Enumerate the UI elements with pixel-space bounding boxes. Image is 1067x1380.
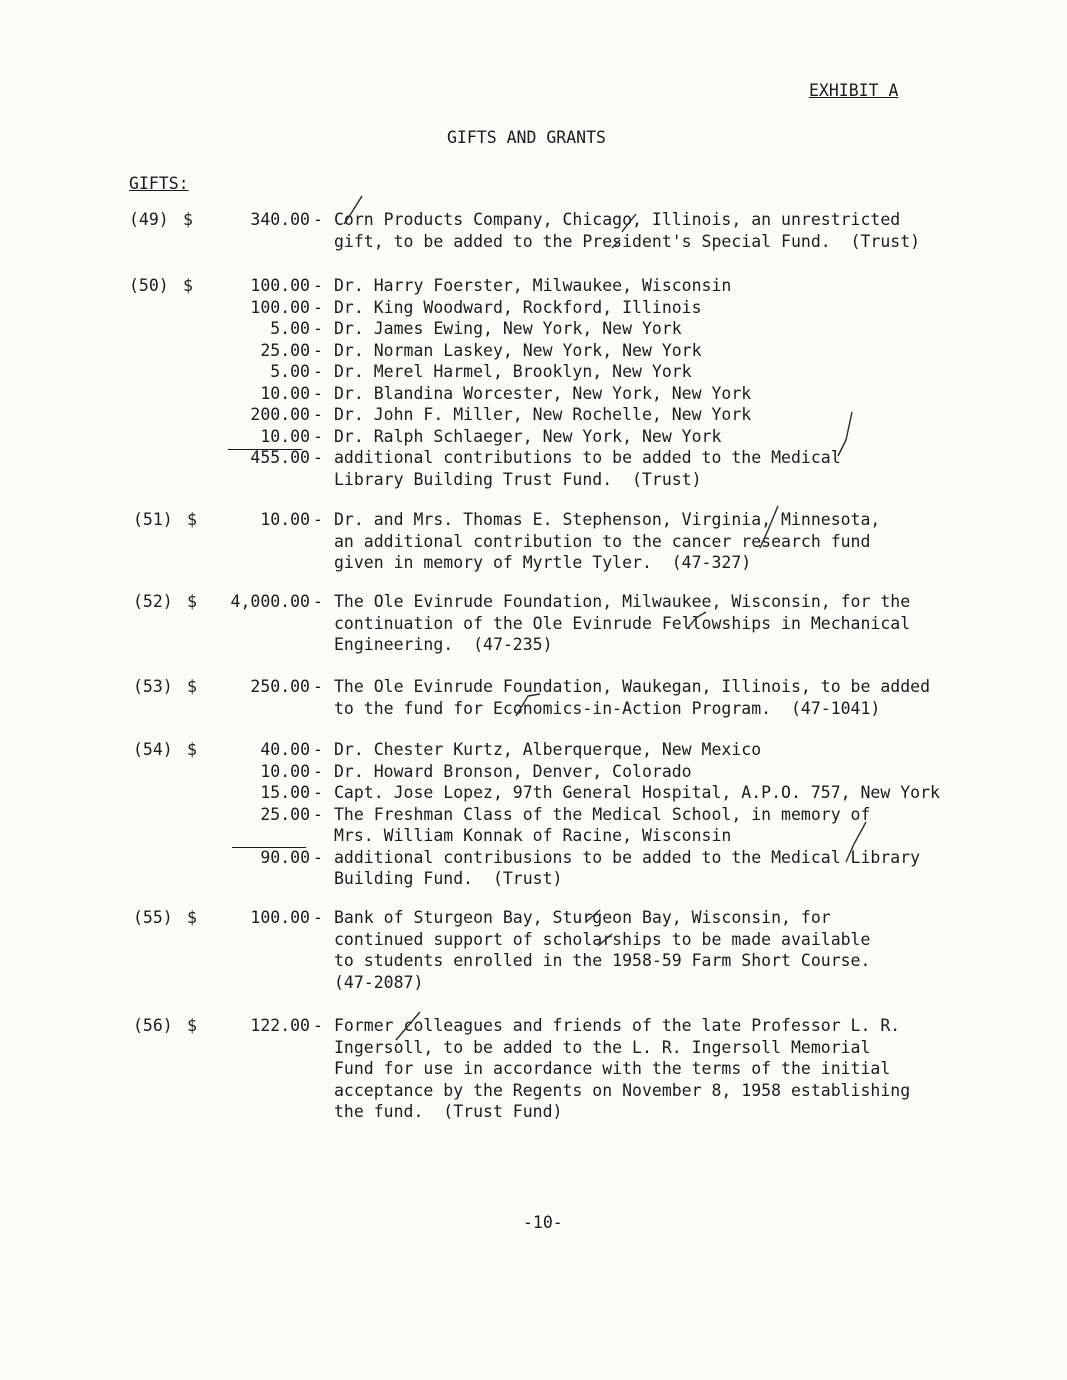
gift-amount: 5.00 [270,319,310,338]
separator-dash: - [313,276,323,295]
section-label: GIFTS: [129,174,189,193]
separator-dash: - [313,297,323,317]
gift-description: continued support of scholarships to be made available [334,929,871,949]
page-number: -10- [523,1213,563,1232]
gift-description: The Ole Evinrude Foundation, Milwaukee, Wisconsin, for the [334,592,911,611]
gift-description: Dr. Howard Bronson, Denver, Colorado [334,761,692,781]
gift-amount: 40.00 [260,740,310,759]
gift-description: given in memory of Myrtle Tyler. (47-327) [334,553,752,572]
separator-dash: - [313,847,323,867]
currency-symbol: $ [187,677,197,696]
separator-dash: - [313,677,323,696]
gift-amount: 90.00 [260,847,310,867]
gift-description: the fund. (Trust Fund) [334,1102,563,1121]
separator-dash: - [313,1016,323,1035]
gift-amount: 4,000.00 [230,592,310,611]
gift-description: acceptance by the Regents on November 8, 1958 establishing [334,1080,911,1100]
gift-description: additional contributions to be added to the Medical [334,448,841,467]
separator-dash: - [313,908,323,927]
gift-description: to the fund for Economics-in-Action Program. (47-1041) [334,698,881,718]
gift-amount: 10.00 [260,510,310,529]
gift-description: Dr. Ralph Schlaeger, New York, New York [334,426,722,446]
gift-description: Dr. James Ewing, New York, New York [334,319,682,338]
separator-dash: - [313,210,323,229]
currency-symbol: $ [183,276,193,295]
separator-dash: - [313,405,323,424]
gift-description: Bank of Sturgeon Bay, Sturgeon Bay, Wisconsin, for [334,908,831,927]
gift-amount: 100.00 [250,908,310,927]
separator-dash: - [313,448,323,467]
gift-description: The Freshman Class of the Medical School, in memory of [334,804,871,824]
item-number: (52) [133,592,173,611]
gift-amount: 250.00 [250,677,310,696]
gift-description: Ingersoll, to be added to the L. R. Ingersoll Memorial [334,1037,871,1057]
item-number: (53) [133,677,173,696]
gift-description: Library Building Trust Fund. (Trust) [334,469,702,489]
gift-amount: 455.00 [250,448,310,467]
item-number: (49) [129,210,169,229]
gift-description: Capt. Jose Lopez, 97th General Hospital, A.P.O. 757, New York [334,783,940,802]
gift-description: an additional contribution to the cancer research fund [334,531,871,551]
gift-description: Dr. Harry Foerster, Milwaukee, Wisconsin [334,276,732,295]
currency-symbol: $ [187,908,197,927]
gift-amount: 10.00 [260,383,310,403]
item-number: (50) [129,276,169,295]
gift-amount: 25.00 [260,340,310,360]
currency-symbol: $ [187,592,197,611]
gift-description: Dr. Blandina Worcester, New York, New York [334,383,752,403]
gift-description: (47-2087) [334,972,424,992]
gift-amount: 122.00 [250,1016,310,1035]
separator-dash: - [313,362,323,381]
gift-amount: 100.00 [250,276,310,295]
separator-dash: - [313,426,323,446]
gift-amount: 10.00 [260,426,310,446]
currency-symbol: $ [183,210,193,229]
gift-amount: 5.00 [270,362,310,381]
gift-amount: 25.00 [260,804,310,824]
gift-description: Former colleagues and friends of the late Professor L. R. [334,1016,901,1035]
currency-symbol: $ [187,740,197,759]
item-number: (56) [133,1016,173,1035]
gift-amount: 340.00 [250,210,310,229]
item-number: (55) [133,908,173,927]
gift-description: Building Fund. (Trust) [334,869,563,888]
separator-dash: - [313,319,323,338]
item-number: (51) [133,510,173,529]
item-number: (54) [133,740,173,759]
gift-description: Dr. King Woodward, Rockford, Illinois [334,297,702,317]
gift-description: continuation of the Ole Evinrude Fellowships in Mechanical [334,613,911,633]
gift-amount: 200.00 [250,405,310,424]
separator-dash: - [313,740,323,759]
page-title: GIFTS AND GRANTS [447,128,606,147]
gift-description: Engineering. (47-235) [334,635,553,654]
currency-symbol: $ [187,510,197,529]
gift-description: Dr. Norman Laskey, New York, New York [334,340,702,360]
gift-description: Dr. John F. Miller, New Rochelle, New York [334,405,752,424]
gift-description: gift, to be added to the President's Special Fund. (Trust) [334,231,921,251]
gift-description: additional contribusions to be added to the Medical Library [334,847,921,867]
gift-description: Corn Products Company, Chicago, Illinois, an unrestricted [334,210,901,229]
gift-amount: 10.00 [260,761,310,781]
separator-dash: - [313,592,323,611]
gift-description: The Ole Evinrude Foundation, Waukegan, Illinois, to be added [334,677,931,696]
separator-dash: - [313,510,323,529]
gift-description: Dr. Chester Kurtz, Alberquerque, New Mexico [334,740,762,759]
gift-description: Dr. Merel Harmel, Brooklyn, New York [334,362,692,381]
gift-amount: 15.00 [260,783,310,802]
separator-dash: - [313,783,323,802]
gift-amount: 100.00 [250,297,310,317]
gift-description: Fund for use in accordance with the terms of the initial [334,1059,891,1078]
separator-dash: - [313,761,323,781]
currency-symbol: $ [187,1016,197,1035]
separator-dash: - [313,383,323,403]
gift-description: Mrs. William Konnak of Racine, Wisconsin [334,826,732,845]
separator-dash: - [313,340,323,360]
separator-dash: - [313,804,323,824]
gift-description: to students enrolled in the 1958-59 Farm Short Course. [334,951,871,970]
gift-description: Dr. and Mrs. Thomas E. Stephenson, Virginia, Minnesota, [334,510,881,529]
exhibit-label: EXHIBIT A [809,81,899,100]
